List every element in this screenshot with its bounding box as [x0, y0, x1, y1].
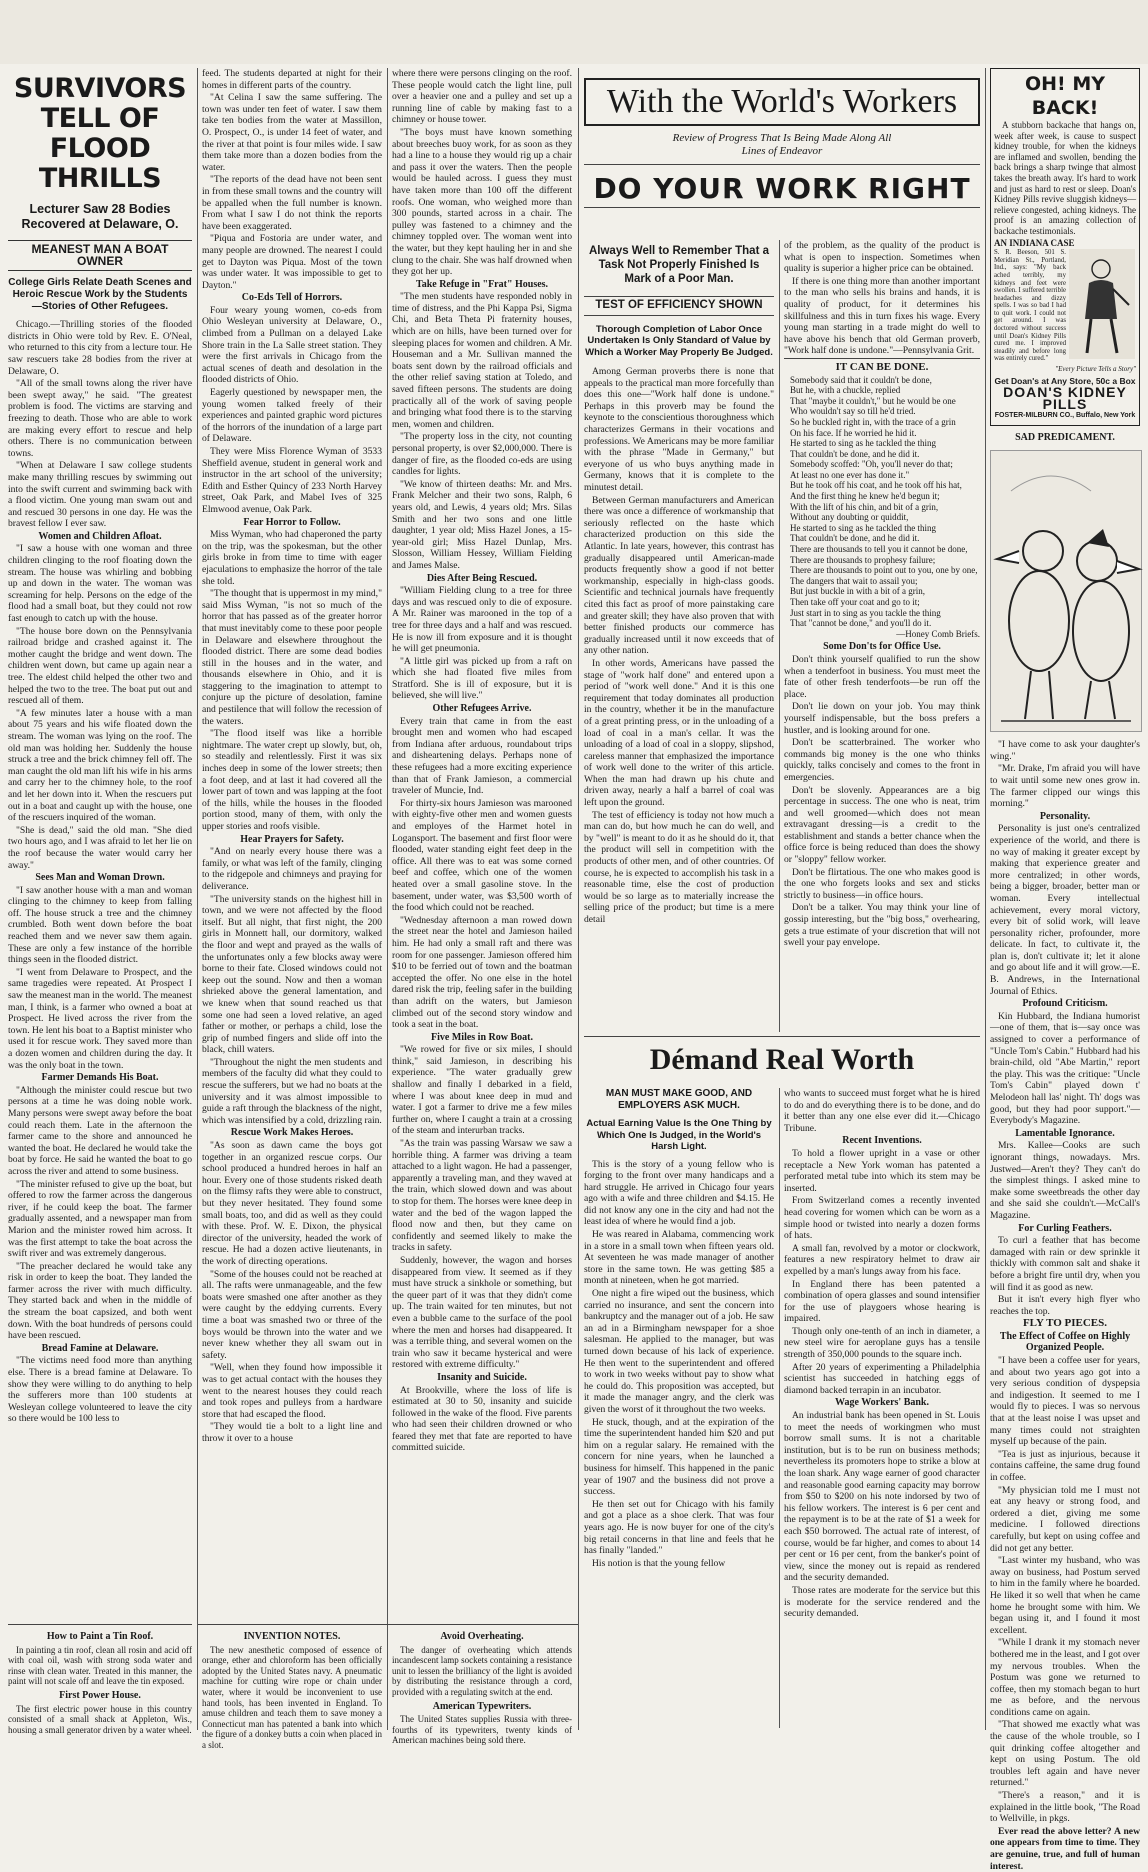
paragraph: "Piqua and Fostoria are under water, and many people are drowned. The nearest I could get to Dayton was Piqua. Most of the town was under water. It was impossible to get to Dayton."	[202, 233, 382, 291]
subhead: Other Refugees Arrive.	[432, 703, 532, 715]
poem-line: So he buckled right in, with the trace of a grin	[790, 416, 956, 427]
paragraph: "I saw a house with one woman and three children clinging to the roof floating down the stream. The house was whirling and bobbing up and down in the water. The woman was screaming for help. Persons on the edge of the flood had a small boat, but they could not row fast enough to catch up with the house.	[8, 543, 192, 625]
paragraph: In painting a tin roof, clean all rosin and acid off with coal oil, wash with strong soda water and rinse with clean water. Treated in this manner, the paint will not scale off and leave the tin exposed.	[8, 1644, 192, 1687]
paragraph: After 20 years of experimenting a Philadelphia scientist has succeeded in hatching eggs of diamond backed terrapin in an incubator.	[784, 1361, 980, 1396]
paragraph: A small fan, revolved by a motor or clockwork, features a new respiratory helmet to draw air expelled by a man's lungs away from his face.	[784, 1242, 980, 1277]
paragraph: "The university stands on the highest hill in town, and we were not affected by the flood itself. But all night, that first night, the 200 girls in Monnett hall, our dormitory, walked the floor and wept and prayed as the walls of the unfortunates only a few blocks away were borne to their fate. Closed windows could not keep out the sound. Now and then a woman shrieked above the general lamentation, and we knew when that sound reached us that some one had seen a loved relative, an aged father or mother, or perhaps a child, lose the grip of numbed fingers and slide off into the black, chill waters.	[202, 893, 382, 1056]
poem-line: With the lift of his chin, and bit of a grin,	[790, 501, 939, 512]
paragraph: "And on nearly every house there was a family, or what was left of the family, clinging to the ridgepole and chimneys and praying for deliverance.	[202, 846, 382, 892]
paragraph: "The house bore down on the Pennsylvania railroad bridge and crashed against it. The mother caught the bridge and went down. The children went down, but came up again near a tree. The eldest child helped the other two and helped the two to the tree. The boat put out and rescued all of them.	[8, 625, 192, 707]
paragraph: Mrs. Kallee—Cooks are such ignorant things, nowadays. Mrs. Justwed—Aren't they? They can't do the simplest things. I asked mine to make some sweetbreads the other day and she said she couldn't.—McCall's Magazine.	[990, 1140, 1140, 1221]
column-rule	[985, 68, 986, 1730]
paragraph: "The men students have responded nobly in time of distress, and the Phi Kappa Psi, Sigma Chi, and Beta Theta Pi fraternity houses, which are on hills, have been turned over for sleeping places for women and children. A Mr. Houseman and a Mr. Sullivan manned the boats sent down by the railroad officials and the other relief saving station at Toledo, and saved fifteen persons. The students are doing practically all of the work of saving people and bringing what food there is to the starving men, women and children.	[392, 291, 572, 430]
headline-survivors: SURVIVORS TELL OF FLOOD THRILLS	[13, 73, 187, 194]
subhead: Personality.	[1039, 810, 1091, 822]
paragraph: The danger of overheating which attends incandescent lamp sockets containing a resistance unit to lessen the brilliancy of the light is avoided by distributing the resistance through a cord, provided with a regulating switch at the end.	[392, 1644, 572, 1697]
column-rule	[779, 240, 780, 1032]
paragraph: "All of the small towns along the river have been swept away," he said. "The greatest problem is food. The victims are starving and freezing to death. Those who are able to work are making every effort to rescue and help others. There is no communication between towns.	[8, 378, 192, 459]
paragraph: Four weary young women, co-eds from Ohio Wesleyan university at Delaware, O., climbed from a Pullman on a delayed Lake Shore train in the La Salle street station. They were the first arrivals in Chicago from the actual scenes of death and desolation in the flooded districts of Ohio.	[202, 304, 382, 386]
subhead: Profound Criticism.	[1022, 998, 1108, 1010]
poem-title: IT CAN BE DONE.	[784, 358, 980, 374]
subhead: Bread Famine at Delaware.	[41, 1342, 159, 1354]
duck-cartoon-image	[990, 450, 1142, 732]
paragraph: Don't be a talker. You may think your line of gossip interesting, but the "big boss," overhearing, gets a true estimate of your discretion that will not swell your pay envelope.	[784, 902, 980, 949]
poem-line: There are thousands to prophesy failure;	[790, 554, 936, 565]
paragraph: But it isn't every high flyer who reaches the top.	[990, 1294, 1140, 1317]
poem-line: That couldn't be done, and he did it.	[790, 533, 920, 544]
poem-line: That "cannot be done," and you'll do it.	[790, 618, 932, 629]
poem-line: Just start in to sing as you tackle the thing	[790, 607, 941, 618]
paragraph: feed. The students departed at night for their homes in different parts of the country.	[202, 68, 382, 91]
paragraph: "A little girl was picked up from a raft on which she had floated five miles from Stratford. She is ill of exposure, but it is believed, she will live."	[392, 655, 572, 702]
paragraph: "Some of the houses could not be reached at all. The rafts were unmanageable, and the few boats were smashed one after another as they were caught by the eddying currents. Every time a boat was smashed two or three of the boys would be thrown into the water and we never knew whether they all swam out in safety.	[202, 1268, 382, 1361]
poem-line: Somebody said that it couldn't be done,	[790, 374, 932, 385]
section-review: Review of Progress That Is Being Made Along All Lines of Endeavor	[584, 132, 980, 165]
paragraph: At Brookville, where the loss of life is estimated at 30 to 50, insanity and suicide followed in the wake of the flood. Five parents who had seen their children drowned or who feared they met that fate are reported to have committed suicide.	[392, 1384, 572, 1454]
paragraph: The new anesthetic composed of essence of orange, ether and chloroform has been officially adopted by the United States navy. A pneumatic machine for cutting wire rope or chain under water, where it would be inconvenient to use hand tools, has been invented in England. To amuse children and teach them to save money a Connecticut man has patented a bank into which the figure of a donkey butts a coin when placed in a slot.	[202, 1644, 382, 1750]
poem-line: And the first thing he knew he'd begun it;	[790, 491, 940, 502]
subhead: Dies After Being Rescued.	[426, 572, 538, 584]
subhead: Take Refuge in "Frat" Houses.	[415, 278, 549, 290]
poem-line: That couldn't be done, and he did it.	[790, 448, 920, 459]
paragraph: Those rates are moderate for the service but this is moderate for the service rendered and the security demanded.	[784, 1584, 980, 1620]
poem-line: At least no one ever has done it."	[790, 469, 910, 480]
column-flood-story	[8, 68, 192, 1730]
subhead: Lamentable Ignorance.	[1015, 1127, 1115, 1139]
bottom-short-tin-roof	[8, 1628, 192, 1735]
paragraph: He then set out for Chicago with his family and got a place as a shoe clerk. That was four years ago. He is now buyer for one of the city's big retail concerns in that line and feels that he has finally "landed."	[584, 1498, 774, 1557]
poem-line: But just buckle in with a bit of a grin,	[790, 586, 925, 597]
poem-line: That "maybe it couldn't," but he would be one	[790, 395, 956, 406]
paragraph: Eagerly questioned by newspaper men, the young women talked freely of their experiences and painted graphic word pictures of the horrors of the inundation of a large part of Delaware.	[202, 387, 382, 445]
paragraph: Don't think yourself qualified to run the show when a tenderfoot in business. You must meet the fate of other fresh tenderfoots—be run off the place.	[784, 653, 980, 700]
deck-thorough: Thorough Completion of Labor Once Undertaken Is Only Standard of Value by Which a Worker May Properly Be Judged.	[585, 323, 773, 358]
headline-demand-real-worth: Démand Real Worth	[649, 1043, 915, 1076]
paragraph: "At Celina I saw the same suffering. The town was under ten feet of water. I saw them take ten bodies from the water at Massillon, O. Prospect, O., is under 14 feet of water, and the river at that point is four miles wide. I saw them take more than a dozen bodies from the water.	[202, 92, 382, 173]
paragraph: "She is dead," said the old man. "She died two hours ago, and I was afraid to let her lie on the roof because the water would carry her away."	[8, 824, 192, 871]
subhead: Five Miles in Row Boat.	[431, 1031, 533, 1043]
ad-case: S. R. Beeson, 501 S. Meridian St., Portland, Ind., says: "My back ached terribly, my kidneys and feet were swollen. I suffered terrible headaches and dizzy spells. I was so bad I had to quit work. I could not get around. I was doctored without success until Doan's Kidney Pills cured me. I improved steadily and before long was entirely cured."	[994, 249, 1066, 363]
paragraph: "As soon as dawn came the boys got together in an organized rescue corps. Our school produced a hundred heroes in half an hour. Every one of those students risked death on the flimsy rafts they were able to construct, but they never hesitated. They found some small boats, too, and did as well as they could with these. Prof. W. E. Dixon, the physical director of the university, headed the work of rescue. He had a dozen active lieutenants, in the work of directing operations.	[202, 1140, 382, 1267]
poem-line: But he took off his coat, and he took off his hat,	[790, 480, 962, 491]
deck-lecturer: Lecturer Saw 28 Bodies Recovered at Delaware, O.	[21, 202, 179, 231]
paragraph: of the problem, as the quality of the product is what is open to inspection. Sometimes when quality is superior a higher price can be obtained.	[784, 240, 980, 275]
paragraph: "As the train was passing Warsaw we saw a horrible thing. A farmer was driving a team attached to a light wagon. He had a passenger, apparently a traveling man, and they waved at the train, which slowed down and was about to stop for them. The horses were knee deep in water and the bed of the wagon lapped the flood now and then, but they came on confidently and seemed likely to make the tracks in safety.	[392, 1138, 572, 1254]
ad-body: A stubborn backache that hangs on, week after week, is cause to suspect kidney trouble, for when the kidneys are inflamed and swollen, bending the back brings a sharp twinge that almost takes the breath away. It's hard to work and just as hard to rest or sleep. Doan's Kidney Pills revive sluggish kidneys—relieve congested, aching kidneys. The proof is an amazing collection of backache testimonials.	[994, 120, 1136, 236]
ad-case-title: AN INDIANA CASE	[994, 237, 1075, 248]
paragraph: "That showed me exactly what was the cause of the whole trouble, so I quit drinking coffee altogether and kept on using Postum. The old troubles left again and have never returned."	[990, 1719, 1140, 1789]
subhead: American Typewriters.	[432, 1700, 532, 1712]
subhead: How to Paint a Tin Roof.	[46, 1631, 154, 1642]
poem-line: He started to sing as he tackled the thing	[790, 438, 936, 449]
cartoon-caption: "Mr. Drake, I'm afraid you will have to wait until some new ones grow in. The farmer clipped our wings this morning."	[990, 763, 1140, 810]
column-rule	[779, 1088, 780, 1728]
paragraph: "The thought that is uppermost in my mind," said Miss Wyman, "is not so much of the horror that has passed as of the greater horror that must inevitably come to these poor people in Delaware and elsewhere throughout the flooded district. There are some dead bodies still in the houses and in the water, and thousands elsewhere in Ohio, and it is staggering to the imagination to attempt to conjure up the picture of desolation, famine and pestilence that will follow the recession of the waters.	[202, 588, 382, 727]
paragraph: From Switzerland comes a recently invented head covering for women which can be worn as a simple hood or twisted into nearly a dozen forms of hats.	[784, 1195, 980, 1242]
testimonial-figure-image	[1069, 249, 1135, 359]
cartoon-title: SAD PREDICAMENT.	[1015, 432, 1115, 443]
column-work-right-continued	[784, 240, 980, 1032]
poem	[784, 375, 980, 629]
poem-line: There are thousands to point out to you, one by one,	[790, 565, 978, 576]
paragraph: "The victims need food more than anything else. There is a bread famine at Delaware. To show they were willing to do anything to help the sufferers more than 100 students at Wesleyan college volunteered to leave the city so there would be 100 less to	[8, 1355, 192, 1425]
paragraph: In other words, Americans have passed the stage of "work half done" and entered upon a period of "work well done." And it is this one requirement that today dominates all production in the country, whether it be in the manufacture of a great printing press, or in the unloading of a load of coal in a man's cellar. It was the unloading of a load of coal in a sloppy, slipshod, careless manner that emphasized the importance of work well done to the writer of this article. When the man had drawn up his chute and driven away, nearly a half a barrel of coal was left upon the ground.	[584, 657, 774, 809]
column-flood-story-continued	[202, 68, 382, 1620]
poem-line: He started to sing as he tackled the thing	[790, 522, 936, 533]
deck-actual-earning: Actual Earning Value Is the One Thing by Which One Is Judged, in the World's Harsh Light.	[586, 1118, 772, 1152]
column-work-right	[584, 240, 774, 1032]
headline-do-your-work: DO YOUR WORK RIGHT	[584, 171, 980, 208]
poem-line: Without any doubting or quiddit,	[790, 512, 909, 523]
subhead: Insanity and Suicide.	[437, 1371, 527, 1383]
paragraph: "They would tie a bolt to a light line and throw it over to a house	[202, 1421, 382, 1444]
paragraph: Don't be scatterbrained. The worker who commands big money is the one who thinks quickly, talks concisely and comes to the front in emergencies.	[784, 737, 980, 783]
paragraph: "The reports of the dead have not been sent in from these small towns and the country will be appalled when the full number is known. From what I saw I do not think the reports have been exaggerated.	[202, 174, 382, 232]
column-rule	[578, 68, 579, 1730]
paragraph: Personality is just one's centralized experience of the world, and there is no way of making it greater except by making that experience greater and more centralized; in other words, being a bigger, broader, better man or woman. Every intellectual achievement, every moral victory, every bit of solid work, will leave personality richer, profounder, more delicate. In fact, to cultivate it, the plan is, don't cultivate it; let it alone and go about life and it will grow.—E. B. Andrews, in the International Journal of Ethics.	[990, 823, 1140, 997]
paragraph: Between German manufacturers and American there was once a difference of workmanship that seriously reflected on the haste which characterized production on this side the Atlantic. In late years, however, this contrast has gradually disappeared until American-made products frequently show a good if not better workmanship, especially in high-class goods. Scientific and technical journals have frequently cited this fact as proof of more painstaking care and greater skill; they have also proven that with better finished products our commerce has gradually increased until it now exceeds that of any other nation.	[584, 494, 774, 657]
paragraph: Miss Wyman, who had chaperoned the party on the trip, was the spokesman, but the other girls broke in from time to time with eager ejaculations to emphasize the horror of the tale she told.	[202, 529, 382, 587]
poem-credit: —Honey Comb Briefs.	[896, 628, 980, 639]
subhead: The Effect of Coffee on Highly Organized People.	[999, 1330, 1131, 1354]
poem-line: Who wouldn't say so till he'd tried.	[790, 406, 916, 417]
subhead: For Curling Feathers.	[1018, 1222, 1112, 1234]
paragraph: "A few minutes later a house with a man about 75 years and his wife floated down the stream. The woman was lying on the roof. The old man was holding her. Suddenly the house struck a tree and the brick chimney fell off. The man caught the old man lift his wife in his arms and carry her to the chimney hole, to the roof and let her down into it. When the rescuers put out in a boat and caught up with the house, one of the rescuers inquired of the woman.	[8, 707, 192, 824]
paragraph: "The minister refused to give up the boat, but offered to row the farmer across the dangerous river, if he could keep the boat. The farmer gradually assented, and a newspaper man from Marion and the minister rowed him across. It was the first attempt to take the boat across the swift river and was extremely dangerous.	[8, 1178, 192, 1260]
paragraph: "My physician told me I must not eat any heavy or strong food, and ordered a diet, giving me some medicine. I followed directions carefully, but kept on using coffee and did not get any better.	[990, 1484, 1140, 1554]
subhead: Women and Children Afloat.	[38, 530, 162, 542]
bottom-short-inventions	[202, 1628, 382, 1750]
paragraph: Don't be slovenly. Appearances are a big percentage in success. The one who is neat, trim and well groomed—which does not mean extravagant dressing—is a credit to the establishment and stands a better chance when the office force is being reduced than does the showy or "sloppy" fellow worker.	[784, 784, 980, 866]
paragraph: His notion is that the young fellow	[592, 1557, 726, 1569]
subhead: First Power House.	[59, 1689, 141, 1701]
paragraph: In England there has been patented a combination of opera glasses and sound intensifier for the use of playgoers whose hearing is impaired.	[784, 1278, 980, 1325]
subhead: Wage Workers' Bank.	[835, 1397, 929, 1409]
paragraph: One night a fire wiped out the business, which carried no insurance, and sent the concern into bankruptcy and the manager out of a job. He saw an ad in a Birmingham newspaper for a shoe salesman. He applied to the manager, but was turned down because of his lack of experience. He then went to the superintendent and offered to work in two weeks without pay to show what he could do. This proposition was accepted, but it made the manager angry, and the clerk was given the worst of it throughout the two weeks.	[584, 1288, 774, 1415]
subhead: Hear Prayers for Safety.	[240, 833, 344, 845]
paragraph: "William Fielding clung to a tree for three days and was rescued only to die of exposure. A Mr. Rainer was marooned in the top of a tree for three days and a half and was rescued. He is now ill from exposure and it is thought he will get pneumonia.	[392, 585, 572, 655]
ad-headline: OH! MY BACK!	[1025, 73, 1105, 119]
column-doans-and-misc	[990, 68, 1140, 1872]
cartoon-caption: "I have come to ask your daughter's wing."	[990, 739, 1140, 762]
deck-always-well: Always Well to Remember That a Task Not Properly Finished Is Mark of a Poor Man.	[588, 245, 769, 285]
subhead: Some Don'ts for Office Use.	[823, 641, 941, 653]
paragraph: If there is one thing more than another important to the man who sells his brains and hands, it is quality of product, for it determines his skillfulness and this in turn fixes his wage. Every young man starting in a trade might do well to have above his bench that old German proverb, "Work half done is undone."—Pennsylvania Grit.	[784, 275, 980, 357]
paragraph: "Tea is just as injurious, because it contains caffeine, the same drug found in coffee.	[990, 1448, 1140, 1483]
paragraph: "The boys must have known something about breeches buoy work, for as soon as they had a line to a house they would rig up a chair and pass it over the waters. Then the people would be hauled across. I guess they must have taken more than 100 off the different roofs. One woman, who weighed more than 300 pounds, started across in a chair. The pulley was fastened to a chimney and the chimney toppled over. The woman went into the water, but they kept hauling her in and she clung to the chair. She was half drowned when they got her up.	[392, 126, 572, 278]
ad-brand: DOAN'S KIDNEY PILLS	[1003, 384, 1127, 412]
section-rule	[584, 1036, 980, 1037]
paragraph: The United States supplies Russia with three-fourths of its typewriters, twenty kinds of American machines being sold there.	[392, 1714, 572, 1746]
deck-man-must-make-good: MAN MUST MAKE GOOD, AND EMPLOYERS ASK MUCH.	[605, 1088, 753, 1111]
worlds-workers-header	[584, 68, 980, 240]
column-inventions-bank	[784, 1088, 980, 1728]
paragraph: "We rowed for five or six miles, I should think," said Jamieson, in describing his experience. "The water gradually grew shallow and finally I debarked in a field, where I was about knee deep in mud and water. I got a farmer to drive me a few miles further on, where I caught a train at a crossing of the steam and interurban tracks.	[392, 1044, 572, 1137]
paragraph: They were Miss Florence Wyman of 3533 Sheffield avenue, student in general work and instructor in the art school of the university; Edith and Esther Quincy of 233 North Harvey street, Oak Park, and Mabel Ives of 325 Elmwood avenue, Oak Park.	[202, 446, 382, 515]
poem-line: But he, with a chuckle, replied	[790, 385, 901, 396]
poem-line: On his face. If he worried he hid it.	[790, 427, 917, 438]
ad-caption: "Every Picture Tells a Story"	[1055, 365, 1136, 374]
paragraph: where there were persons clinging on the roof. These people would catch the light line, pull over a heavier one and a pulley and set up a running line of cable by making fast to a chimney or house tower.	[392, 68, 572, 126]
paragraph: "Last winter my husband, who was away on business, had Postum served to him in the family where he boarded. He liked it so well that when he came home he brought some with him. We began using it, and I found it most excellent.	[990, 1555, 1140, 1636]
column-rule	[197, 68, 198, 1730]
page-top-margin	[0, 0, 1148, 64]
deck-meanest-man: MEANEST MAN A BOAT OWNER	[8, 240, 192, 271]
paragraph: Though only one-tenth of an inch in diameter, a new steel wire for aeroplane guys has a tensile strength of 350,000 pounds to the square inch.	[784, 1325, 980, 1361]
paragraph: An industrial bank has been opened in St. Louis to meet the needs of workingmen who must borrow small sums. It is not a charitable institution, but is to be run on business methods; nevertheless its promoters hope to strike a blow at the loan shark. Any wage earner of good character and reasonable good earning capacity may borrow from $50 to $200 on his note indorsed by two of his fellow workers. The interest is 6 per cent and the repayment is to be at the rate of $1 a week for each $50 borrowed. The actual rate of interest, of course, would be far higher, and comes to about 14 per cent or 16 per cent, from the banker's point of view, since the money out is repaid as rendered and the security demanded.	[784, 1410, 980, 1584]
subhead: Farmer Demands His Boat.	[41, 1072, 159, 1084]
paragraph: "Well, when they found how impossible it was to get actual contact with the houses they went to the nearest houses they could reach and took ropes and pulleys from a hardware store that had escaped the flood.	[202, 1362, 382, 1420]
paragraph: "The property loss in the city, not counting personal property, is over $2,000,000. There is danger of fire, as the flooded co-eds are using candles for lights.	[392, 431, 572, 478]
paragraph: "I went from Delaware to Prospect, and the same tragedies were repeated. At Prospect I saw the meanest man in the world. The meanest man, I think, is a farmer who owned a boat at Prospect. He lived across the river from the town. He lent his boat to a Baptist minister who used it for rescue work. They saved more than a dozen women and children during the day. It was the only boat in the town.	[8, 966, 192, 1071]
paragraph: He stuck, though, and at the expiration of the time the superintendent handed him $20 and put him on a regular salary. He remained with the concern for nine years, when he launched a business for himself. This happened in the panic year of 1907 and the business did not prove a success.	[584, 1416, 774, 1498]
paragraph: "When at Delaware I saw college students make many thrilling rescues by swimming out into the swift current and swimming back with a flood victim. One young man swam out and and rescued 30 persons in one day. He was the bravest fellow I ever saw.	[8, 460, 192, 530]
paragraph: Kin Hubbard, the Indiana humorist—one of them, that is—say once was assigned to cover a performance of "Uncle Tom's Cabin." Hubbard had his brain-child, old "Abe Martin," report the play. This was the critique: "Uncle Tom's Cabin" played down t' Melodeon hall las' night. Th' dogs was good, but they had poor support."—Everybody's Magazine.	[990, 1010, 1140, 1127]
deck-test-efficiency: TEST OF EFFICIENCY SHOWN	[584, 296, 774, 316]
subhead: Recent Inventions.	[842, 1135, 922, 1147]
doans-advertisement	[990, 68, 1140, 426]
subhead: Avoid Overheating.	[440, 1631, 524, 1642]
paragraph: The first electric power house in this country consisted of a small shack at Appleton, Wis., housing a small generator driven by a water wheel.	[8, 1703, 192, 1735]
paragraph: "The preacher declared he would take any risk in order to keep the boat. They landed the farmer across the river with much difficulty. They started back and when in the middle of the stream the boat capsized, and both went down. With the boat hundreds of persons could have been rescued.	[8, 1260, 192, 1342]
ad-maker: FOSTER-MILBURN CO., Buffalo, New York	[994, 412, 1136, 420]
paragraph: "While I drank it my stomach never bothered me in the least, and I got over my nervous troubles. When the Postum was gone we returned to coffee, then my stomach began to hurt me as before, and the nervous conditions came on again.	[990, 1637, 1140, 1718]
paragraph: This is the story of a young fellow who is forging to the front over many handicaps and a hard struggle. He arrived in Chicago four years ago with a wife and three children and $4.15. He did not know any one in the city and had not the least idea of where he would find a job.	[584, 1158, 774, 1228]
section-banner: With the World's Workers	[584, 78, 980, 126]
column-rule	[387, 68, 388, 1730]
paragraph: "There's a reason," and it is explained in the little book, "The Road to Wellville, in pkgs.	[990, 1790, 1140, 1825]
paragraph: Every train that came in from the east brought men and women who had escaped from Indiana after arduous, roundabout trips and disheartening delays. Perhaps none of these refugees had a more exciting experience than that of Frank Jamieson, a commercial traveler of Muncie, Ind.	[392, 715, 572, 797]
paragraph: For thirty-six hours Jamieson was marooned with eighty-five other men and women guests and employes of the Harmet hotel in Logansport. The basement and first floor were flooded, water standing eight feet deep in the office. All there was to eat was some corned beef and coffee, which one of the women heated over a small gasoline stove. In the basement, under water, was $3,500 worth of the food which could not be reached.	[392, 797, 572, 914]
paragraph: Ever read the above letter? A new one appears from time to time. They are genuine, true, and full of human interest.	[990, 1825, 1140, 1872]
paragraph: "We know of thirteen deaths: Mr. and Mrs. Frank Melcher and their two sons, Ralph, 6 years old, and Lewis, 4 years old; Mrs. Silas Smith and her two sons and one little daughter, 1 year old; Miss Hazel Jones, a 15-year-old girl; Miss Hazel Dunlap, Mrs. Slosson, William Hessey, William Fielding and James Malse.	[392, 478, 572, 571]
paragraph: Among German proverbs there is none that appeals to the practical man more forcefully than does this one—"Work half done is undone." Perhaps in this proverb may be found the keynote to the conscientious thoroughness which characterizes Germans in their vocations and professions. We Americans may be more familiar with the phrase "Made in Germany," but everyone of us who buys anything made in Germany, knows that it is complete to the minutest detail.	[584, 366, 774, 494]
paragraph: "Although the minister could rescue but two persons at a time he was doing noble work. Many persons were swept away before the boat could reach them. Late in the afternoon the farmer came to the shore and announced he wanted the boat. He declared he would take the boat by force. He said he wanted the boat to go across the river and attend to some business.	[8, 1084, 192, 1177]
paragraph: Don't be flirtatious. The one who makes good is the one who forgets looks and sex and sticks strictly to business—in office hours.	[784, 866, 980, 901]
paragraph: Chicago.—Thrilling stories of the flooded districts in Ohio were told by Rev. E. O'Neal, who returned to this city from a lecture tour. He saw rescuers take 28 bodies from the river at Delaware, O.	[8, 319, 192, 377]
column-flood-story-end	[392, 68, 572, 1620]
paragraph: Don't lie down on your job. You may think yourself indispensable, but the boss prefers a hustler, and is looking around for one.	[784, 701, 980, 736]
section-rule	[8, 1624, 192, 1625]
demand-real-worth-header	[584, 1040, 980, 1084]
subhead: FLY TO PIECES.	[1022, 1317, 1108, 1330]
paragraph: "I have been a coffee user for years, and about two years ago got into a very serious condition of dyspepsia and indigestion. It seemed to me I would fly to pieces. I was so nervous that at the least noise I was upset and many times could not straighten myself up because of the pain.	[990, 1355, 1140, 1448]
poem-line: There are thousands to tell you it cannot be done,	[790, 544, 968, 555]
paragraph: To hold a flower upright in a vase or other receptacle a New York woman has patented a perforated metal tube into which its stem may be inserted.	[784, 1147, 980, 1194]
paragraph: He was reared in Alabama, commencing work in a store in a small town when fifteen years old. At seventeen he was made manager of another store in the same town. He was getting $85 a month at nineteen, when he got married.	[584, 1229, 774, 1287]
poem-line: Somebody scoffed: "Oh, you'll never do that;	[790, 459, 953, 470]
deck-college-girls: College Girls Relate Death Scenes and Heroic Rescue Work by the Students—Stories of Other Refugees.	[8, 277, 192, 313]
paragraph: "I saw another house with a man and woman clinging to the chimney to keep from falling off. The house struck a tree and the chimney crumbled. Both went down before the boat reached them and we never saw them again. These are only a few instance of the horrible things seen in the flooded district.	[8, 884, 192, 966]
paragraph: "Throughout the night the men students and members of the faculty did what they could to rescue the sufferers, but we had no boats at the university and it was almost impossible to guide a raft through the blackness of the night, which was intensified by a cold, drizzling rain.	[202, 1056, 382, 1126]
paragraph: who wants to succeed must forget what he is hired to do and do everything there is to be done, and do it better than any one else ever did it.—Chicago Tribune.	[784, 1088, 980, 1134]
poem-line: The dangers that wait to assail you;	[790, 575, 918, 586]
paragraph: "The flood itself was like a horrible nightmare. The water crept up slowly, but, oh, so steadily and relentlessly. First it was six inches deep in some of the lower streets; then a foot deep, and at last it had covered all the lower part of town and was lapping at the foot of the hills, while the houses in the flooded portion stood, many of them, with only the upper stories and roofs visible.	[202, 728, 382, 832]
subhead: Co-Eds Tell of Horrors.	[241, 292, 343, 304]
bottom-short-overheating	[392, 1628, 572, 1746]
paragraph: Suddenly, however, the wagon and horses disappeared from view. It seemed as if they must have struck a sinkhole or something, but the queer part of it was that they didn't come up. The train waited for ten minutes, but not even a bubble came to the surface of the pool where the men and horses had disappeared. It was a terrible thing, and several women on the train who saw it became hysterical and were restored with extreme difficulty."	[392, 1254, 572, 1371]
subhead: Rescue Work Makes Heroes.	[230, 1127, 354, 1139]
section-rule	[198, 1624, 578, 1625]
column-real-worth	[584, 1088, 774, 1728]
subhead: Sees Man and Woman Drown.	[35, 872, 165, 884]
subhead: Fear Horror to Follow.	[243, 516, 341, 528]
paragraph: To curl a feather that has become damaged with rain or dew sprinkle it thickly with common salt and shake it before a bright fire until dry, when you will find it as good as new.	[990, 1235, 1140, 1293]
subhead: INVENTION NOTES.	[243, 1631, 341, 1642]
poem-line: Then take off your coat and go to it;	[790, 597, 920, 607]
ad-where: Get Doan's at Any Store, 50c a Box	[994, 375, 1136, 386]
paragraph: The test of efficiency is today not how much a man can do, but how much he can do well, and by "well" is meant to do it as he should do it, that the product will sell in competition with the products of other men, and of other countries. Of course, he is expected to accomplish his task in a reasonable time, else the cost of production would be so large as to materially increase the selling price of the product; but time is a mere detail	[584, 809, 774, 925]
paragraph: "Wednesday afternoon a man rowed down the street near the hotel and Jamieson hailed him. He had only a small raft and there was room for one passenger. Jamieson offered him $10 to be ferried out of town and the boatman accepted the offer. No one else in the hotel dared risk the trip, feeling safer in the building than adrift on the waters, but Jamieson climbed out of the second story window and took a seat in the boat.	[392, 914, 572, 1031]
